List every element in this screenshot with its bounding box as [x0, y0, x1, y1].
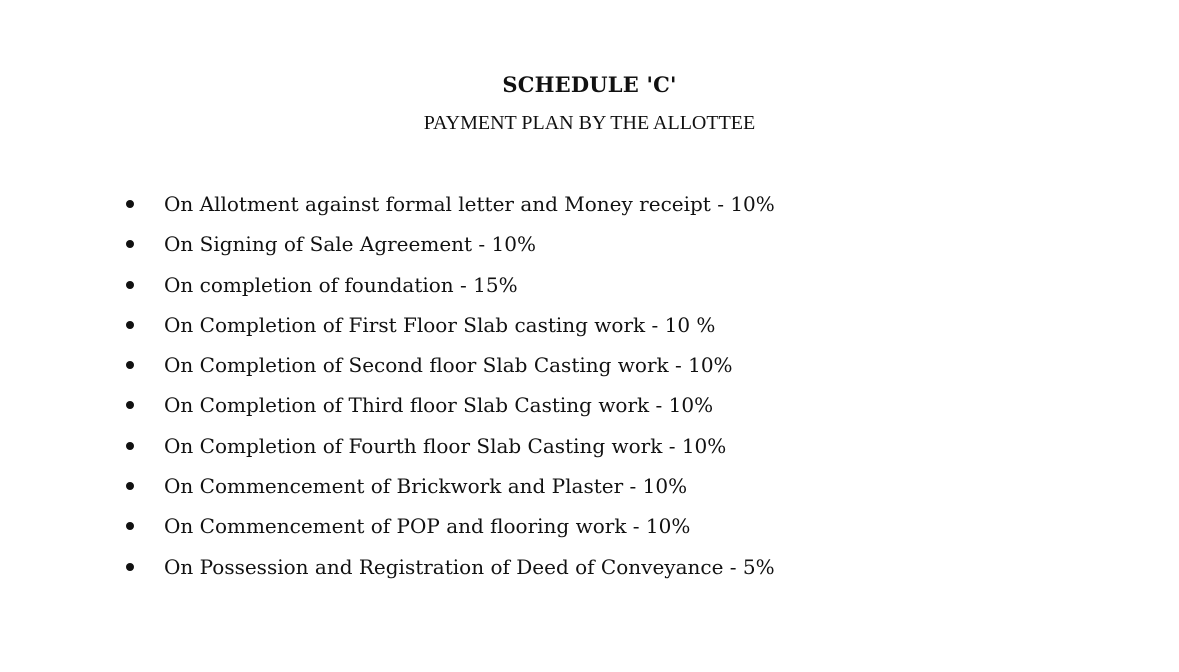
bullet-icon: [126, 442, 134, 450]
bullet-icon: [126, 401, 134, 409]
bullet-icon: [126, 240, 134, 248]
list-item-text: On Commencement of POP and flooring work - 10%: [164, 514, 691, 539]
list-item-text: On completion of foundation - 15%: [164, 272, 518, 297]
bullet-icon: [126, 321, 134, 329]
list-item-text: On Completion of Third floor Slab Casting work - 10%: [164, 393, 714, 418]
list-item-text: On Possession and Registration of Deed of Conveyance - 5%: [164, 554, 775, 579]
bullet-icon: [126, 482, 134, 490]
bullet-icon: [126, 563, 134, 571]
schedule-title: SCHEDULE 'C': [502, 72, 677, 97]
payment-plan-subtitle: PAYMENT PLAN BY THE ALLOTTEE: [423, 112, 756, 134]
list-item-text: On Allotment against formal letter and Money receipt - 10%: [164, 192, 775, 216]
bullet-icon: [126, 522, 134, 530]
list-item-text: On Commencement of Brickwork and Plaster - 10%: [164, 474, 688, 499]
list-item-text: On Completion of First Floor Slab casting work - 10 %: [164, 312, 716, 337]
list-item-text: On Signing of Sale Agreement - 10%: [164, 232, 536, 257]
bullet-icon: [126, 361, 134, 369]
bullet-icon: [126, 200, 134, 208]
bullet-icon: [126, 281, 134, 289]
list-item-text: On Completion of Fourth floor Slab Casting work - 10%: [164, 433, 727, 458]
list-item-text: On Completion of Second floor Slab Casting work - 10%: [164, 353, 733, 378]
